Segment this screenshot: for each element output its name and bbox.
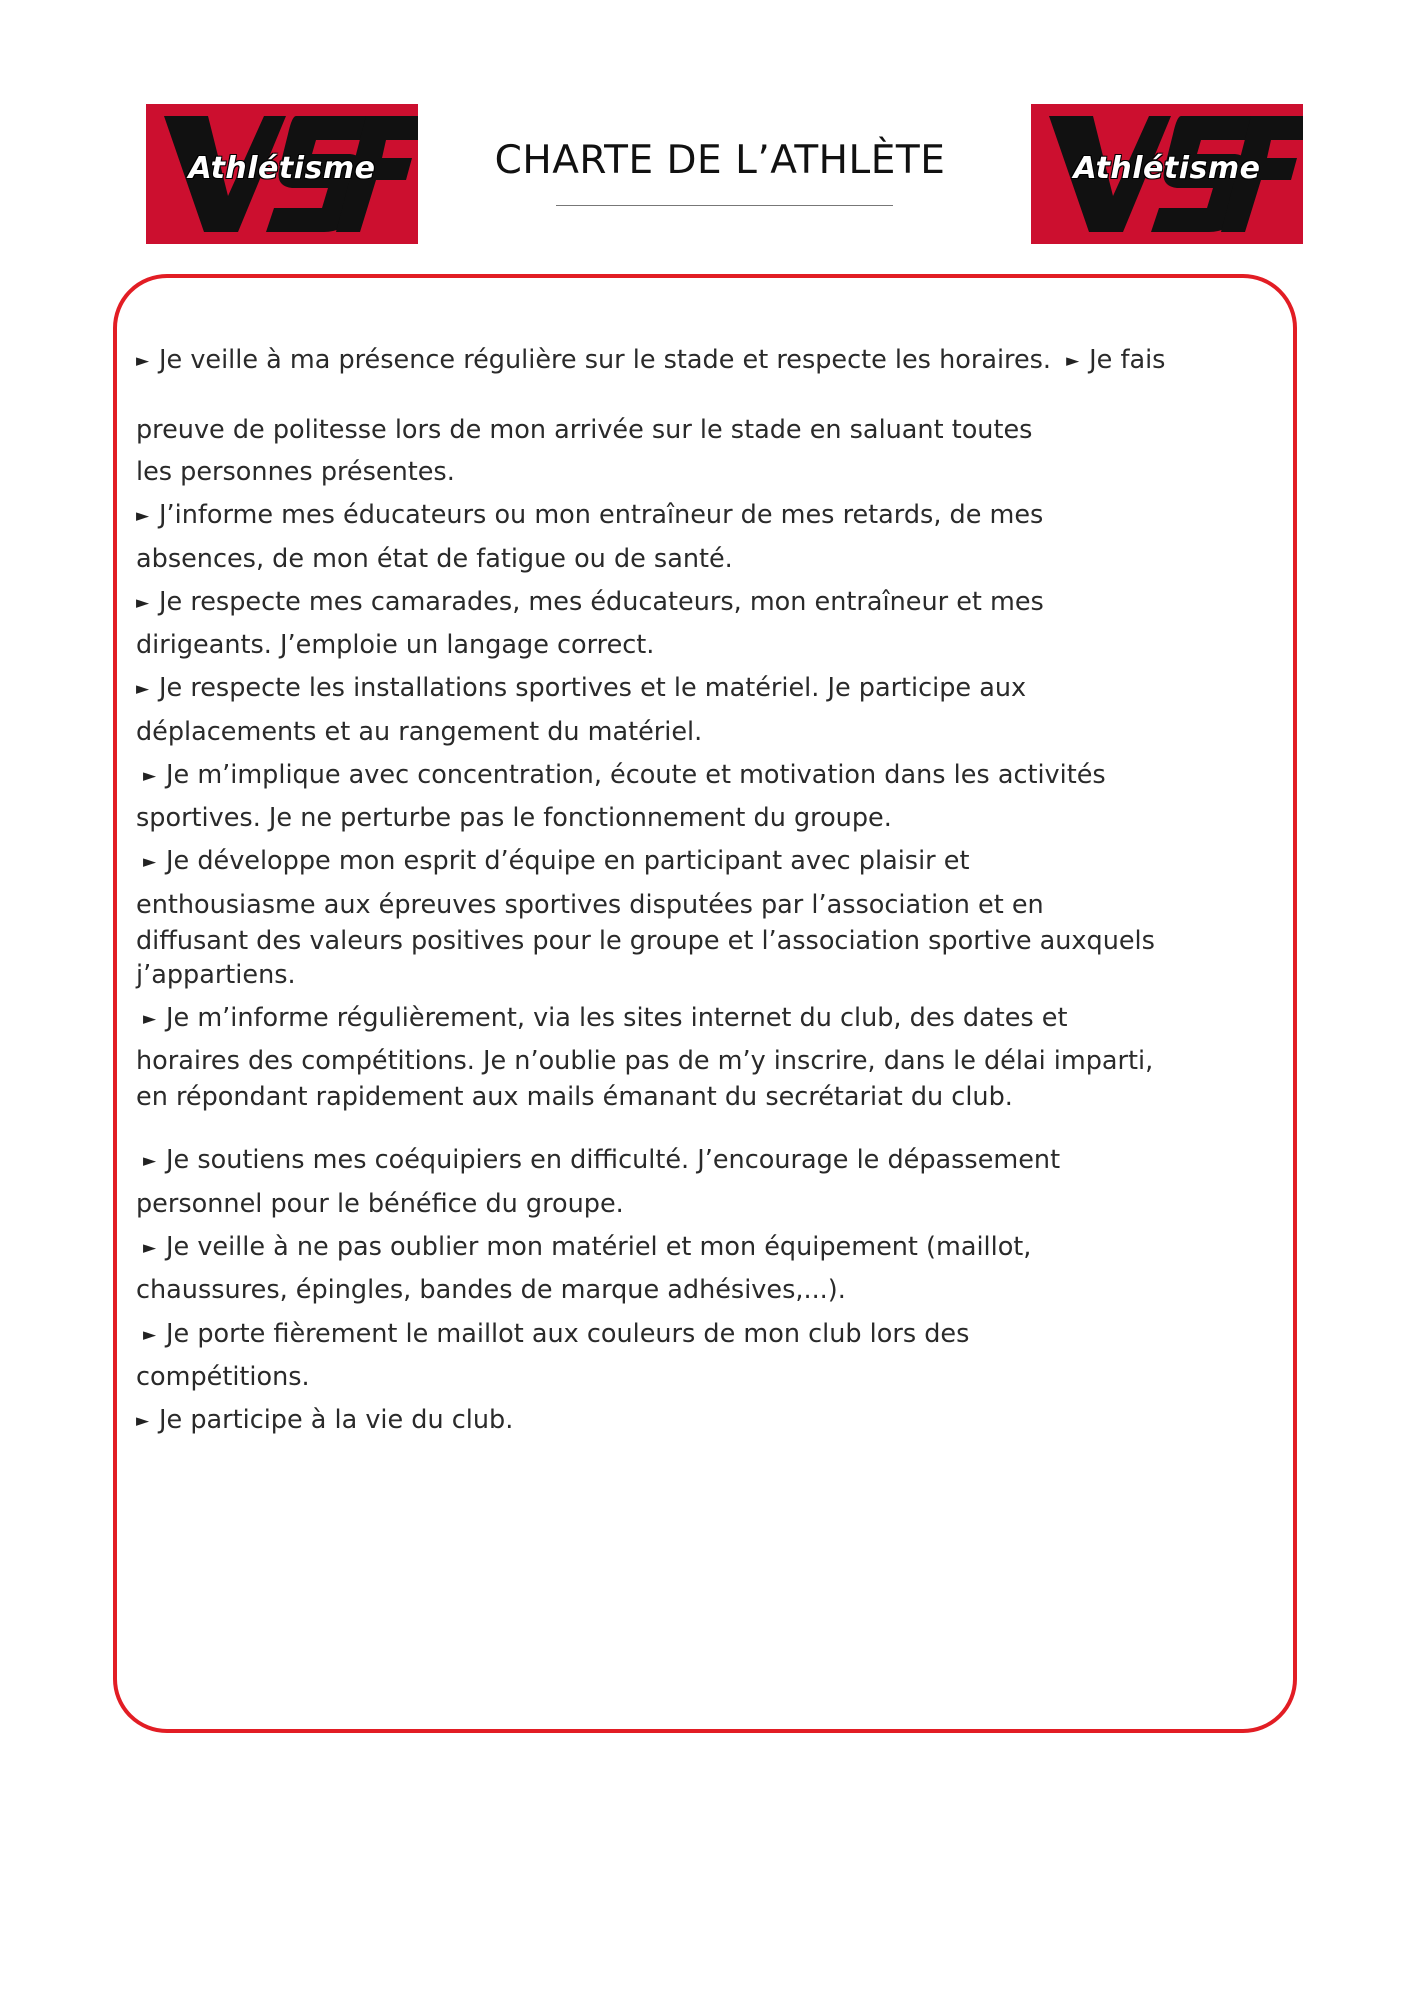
bullet-arrow-icon: ►: [1066, 351, 1080, 371]
charter-line: déplacements et au rangement du matériel.: [136, 717, 703, 747]
bullet-arrow-icon: ►: [136, 1411, 150, 1431]
vsf-logo-left: [146, 104, 418, 244]
charter-line: ► Je respecte mes camarades, mes éducateurs, mon entraîneur et mes: [136, 587, 1044, 617]
bullet-arrow-icon: ►: [143, 852, 157, 872]
charter-line: les personnes présentes.: [136, 457, 455, 487]
logo-caption: Athlétisme: [188, 151, 376, 186]
charter-line: ► Je participe à la vie du club.: [136, 1405, 514, 1435]
bullet-arrow-icon: ►: [136, 679, 150, 699]
bullet-arrow-icon: ►: [136, 593, 150, 613]
logo-caption: Athlétisme: [1073, 151, 1261, 186]
charter-line: ► Je m’implique avec concentration, écoute et motivation dans les activités: [143, 760, 1106, 790]
charter-line: preuve de politesse lors de mon arrivée sur le stade en saluant toutes: [136, 415, 1033, 445]
charter-line: horaires des compétitions. Je n’oublie pas de m’y inscrire, dans le délai imparti,: [136, 1046, 1154, 1076]
bullet-arrow-icon: ►: [143, 1325, 157, 1345]
vsf-logo-right: [1031, 104, 1303, 244]
charter-line: ► Je soutiens mes coéquipiers en difficulté. J’encourage le dépassement: [143, 1145, 1061, 1175]
bullet-arrow-icon: ►: [136, 351, 150, 371]
charter-line: ► Je porte fièrement le maillot aux couleurs de mon club lors des: [143, 1319, 970, 1349]
bullet-arrow-icon: ►: [143, 766, 157, 786]
charter-line: personnel pour le bénéfice du groupe.: [136, 1189, 624, 1219]
charter-line: ► Je respecte les installations sportives et le matériel. Je participe aux: [136, 673, 1027, 703]
bullet-arrow-icon: ►: [143, 1009, 157, 1029]
bullet-arrow-icon: ►: [143, 1151, 157, 1171]
charter-line: ► Je développe mon esprit d’équipe en participant avec plaisir et: [143, 846, 970, 876]
charter-line: absences, de mon état de fatigue ou de santé.: [136, 544, 733, 574]
charter-line: diffusant des valeurs positives pour le groupe et l’association sportive auxquels: [136, 926, 1155, 956]
title-underline: [556, 205, 893, 206]
bullet-arrow-icon: ►: [143, 1238, 157, 1258]
charter-line: compétitions.: [136, 1362, 310, 1392]
bullet-arrow-icon: ►: [136, 506, 150, 526]
page-title: CHARTE DE L’ATHLÈTE: [494, 138, 946, 183]
charter-line: enthousiasme aux épreuves sportives disputées par l’association et en: [136, 890, 1044, 920]
charter-line: j’appartiens.: [136, 960, 296, 990]
charter-line: ► Je veille à ne pas oublier mon matériel et mon équipement (maillot,: [143, 1232, 1032, 1262]
charter-line: chaussures, épingles, bandes de marque adhésives,...).: [136, 1275, 846, 1305]
charter-line: ► Je veille à ma présence régulière sur le stade et respecte les horaires. ► Je fais: [136, 345, 1166, 375]
charter-line: ► Je m’informe régulièrement, via les sites internet du club, des dates et: [143, 1003, 1068, 1033]
charter-line: sportives. Je ne perturbe pas le fonctionnement du groupe.: [136, 803, 892, 833]
charter-line: en répondant rapidement aux mails émanant du secrétariat du club.: [136, 1082, 1013, 1112]
charter-line: ► J’informe mes éducateurs ou mon entraîneur de mes retards, de mes: [136, 500, 1044, 530]
charter-line: dirigeants. J’emploie un langage correct.: [136, 630, 655, 660]
